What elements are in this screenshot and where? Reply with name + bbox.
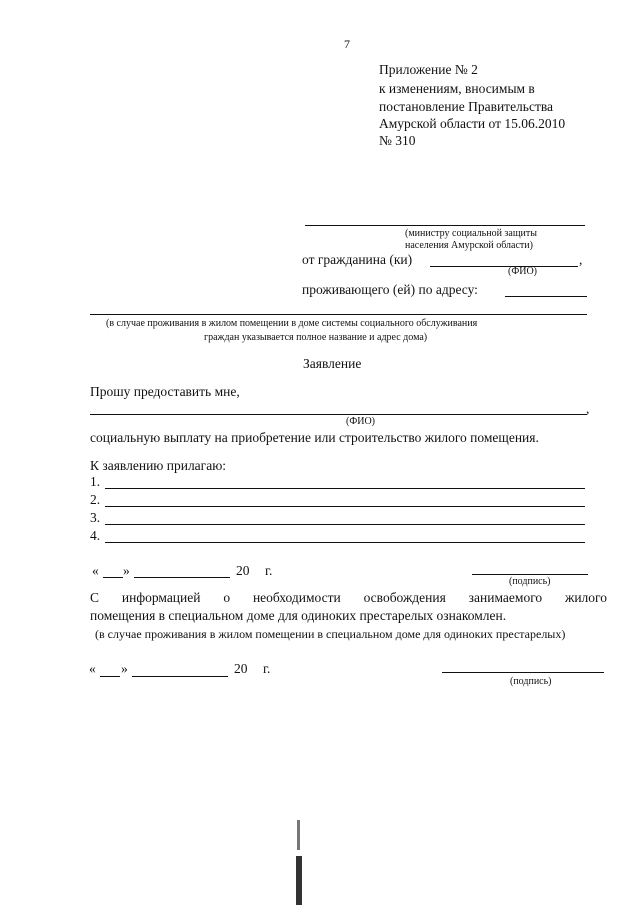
attachment-line-1 (105, 488, 585, 489)
residence-note-2: граждан указывается полное название и адрес дома) (204, 332, 428, 343)
date-year-suffix: г. (265, 563, 273, 578)
scan-binding-mark-faint (297, 820, 300, 850)
document-title: Заявление (303, 356, 362, 371)
attachment-line-4 (105, 542, 585, 543)
signature-line-2 (442, 672, 604, 673)
date2-year-suffix: г. (263, 661, 271, 676)
date-close-quote: » (123, 563, 130, 578)
request-comma: , (586, 401, 590, 416)
addressee-line (305, 225, 585, 226)
request-purpose: социальную выплату на приобретение или строительство жилого помещения. (90, 430, 539, 445)
residence-note-1: (в случае проживания в жилом помещении в доме системы социального обслуживания (106, 318, 478, 329)
attachments-heading: К заявлению прилагаю: (90, 458, 227, 473)
from-fio-line (430, 266, 578, 267)
date2-open-quote: « (89, 661, 96, 676)
appendix-line-1: Приложение № 2 (379, 62, 478, 77)
attachment-line-3 (105, 524, 585, 525)
address-line-short (505, 296, 587, 297)
notice-line-2: помещения в специальном доме для одиноких престарелых ознакомлен. (90, 608, 507, 623)
signature-note-2: (подпись) (510, 676, 552, 687)
signature-note-1: (подпись) (509, 576, 551, 587)
date2-close-quote: » (121, 661, 128, 676)
request-fio-note: (ФИО) (346, 416, 376, 427)
signature-line-1 (472, 574, 588, 575)
notice-line-1: С информацией о необходимости освобождения занимаемого жилого (90, 590, 607, 605)
attachment-number-4: 4. (90, 528, 101, 543)
appendix-line-2: к изменениям, вносимым в (379, 81, 535, 96)
addressee-note-1: (министру социальной защиты (405, 228, 537, 239)
date-day-line (103, 577, 123, 578)
from-fio-note: (ФИО) (508, 266, 538, 277)
date2-day-line (100, 676, 120, 677)
addressee-note-2: населения Амурской области) (405, 240, 533, 251)
notice-condition: (в случае проживания в жилом помещении в специальном доме для одиноких престарелых) (95, 627, 566, 641)
request-fio-line (90, 414, 587, 415)
page-number: 7 (344, 37, 350, 51)
date2-year-prefix: 20 (234, 661, 248, 676)
date-open-quote: « (92, 563, 99, 578)
date2-month-line (132, 676, 228, 677)
attachment-line-2 (105, 506, 585, 507)
appendix-line-4: Амурской области от 15.06.2010 (379, 116, 566, 131)
attachment-number-2: 2. (90, 492, 101, 507)
from-label: от гражданина (ки) (302, 252, 413, 267)
from-comma: , (579, 252, 583, 267)
date-year-prefix: 20 (236, 563, 250, 578)
date-month-line (134, 577, 230, 578)
address-label: проживающего (ей) по адресу: (302, 282, 478, 297)
appendix-line-3: постановление Правительства (379, 99, 554, 114)
appendix-line-5: № 310 (379, 133, 416, 148)
address-line-full (90, 314, 587, 315)
request-text: Прошу предоставить мне, (90, 384, 240, 399)
attachment-number-1: 1. (90, 474, 101, 489)
attachment-number-3: 3. (90, 510, 101, 525)
scan-binding-mark (296, 856, 302, 905)
